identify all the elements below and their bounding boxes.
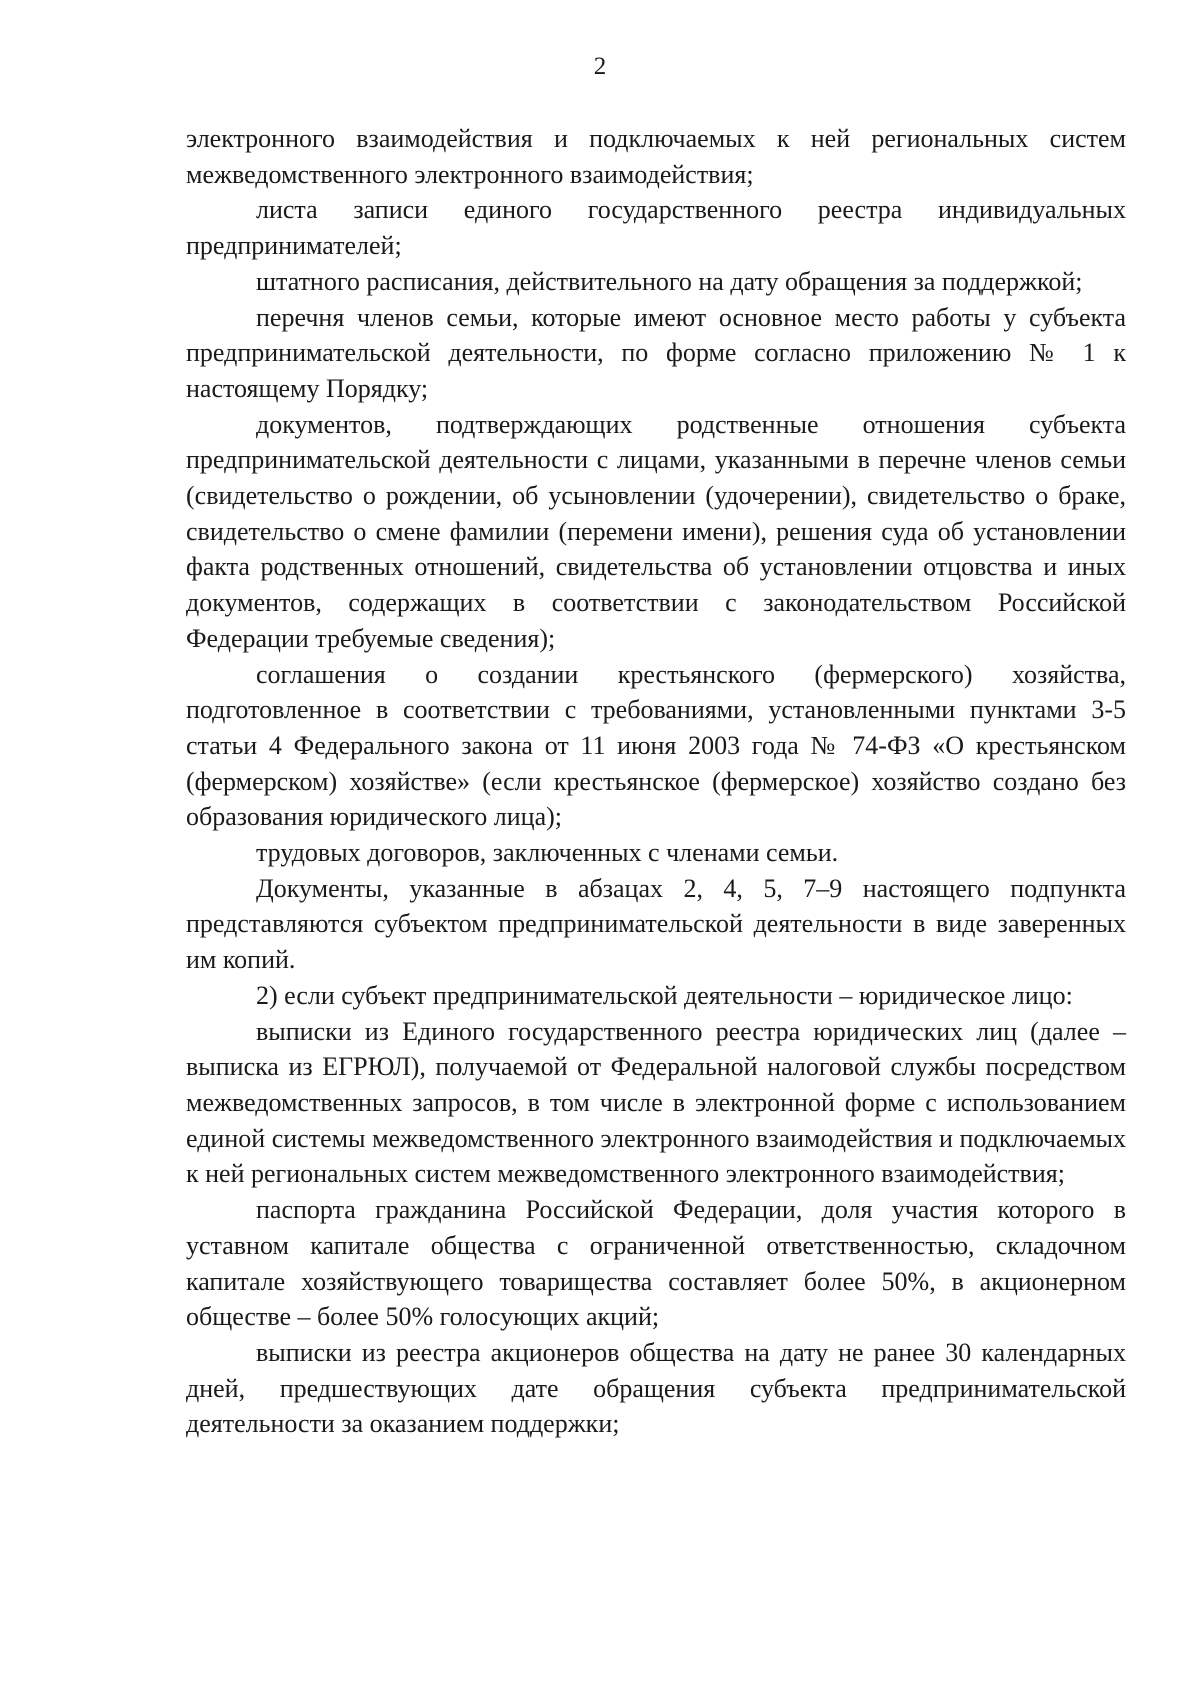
- paragraph: штатного расписания, действительного на дату обращения за поддержкой;: [256, 266, 1083, 296]
- paragraph: перечня членов семьи, которые имеют основное место работы у субъекта предпринимательской деятельности, по форме согласно приложению № 1 к настоящему Порядку;: [186, 302, 1126, 403]
- paragraph: паспорта гражданина Российской Федерации, доля участия которого в уставном капитале общества с ограниченной ответственностью, складочном капитале хозяйствующего товарищества составляет более 50%, в акционерном обществе – более 50% голосующих акций;: [186, 1195, 1126, 1332]
- paragraph: соглашения о создании крестьянского (фермерского) хозяйства, подготовленное в соответствии с требованиями, установленными пунктами 3-5 статьи 4 Федерального закона от 11 июня 2003 года № 74-ФЗ «О крестьянском (фермерском) хозяйстве» (если крестьянское (фермерское) хозяйство создано без образования юридического лица);: [186, 659, 1126, 832]
- page-number: 2: [593, 53, 607, 80]
- paragraph-continuation: электронного взаимодействия и подключаемых к ней региональных систем межведомственного электронного взаимодействия;: [186, 124, 1126, 189]
- paragraph: документов, подтверждающих родственные отношения субъекта предпринимательской деятельности с лицами, указанными в перечне членов семьи (свидетельство о рождении, об усыновлении (удочерении), свидетельство о браке, свидетельство о смене фамилии (перемени имени), решения суда об установлении факта родственных отношений, свидетельства об установлении отцовства и иных документов, содержащих в соответствии с законодательством Российской Федерации требуемые сведения);: [186, 409, 1126, 653]
- paragraph: выписки из Единого государственного реестра юридических лиц (далее – выписка из ЕГРЮЛ), получаемой от Федеральной налоговой службы посредством межведомственных запросов, в том числе в электронной форме с использованием единой системы межведомственного электронного взаимодействия и подключаемых к ней региональных систем межведомственного электронного взаимодействия;: [186, 1016, 1126, 1189]
- paragraph: трудовых договоров, заключенных с членами семьи.: [256, 838, 839, 868]
- paragraph-subitem-heading: 2) если субъект предпринимательской деятельности – юридическое лицо:: [256, 980, 1073, 1010]
- paragraph: выписки из реестра акционеров общества на дату не ранее 30 календарных дней, предшествующих дате обращения субъекта предпринимательской деятельности за оказанием поддержки;: [186, 1337, 1126, 1439]
- document-body: [186, 121, 1126, 1442]
- paragraph: Документы, указанные в абзацах 2, 4, 5, 7–9 настоящего подпункта представляются субъектом предпринимательской деятельности в виде заверенных им копий.: [186, 873, 1126, 975]
- paragraph: листа записи единого государственного реестра индивидуальных предпринимателей;: [186, 195, 1126, 261]
